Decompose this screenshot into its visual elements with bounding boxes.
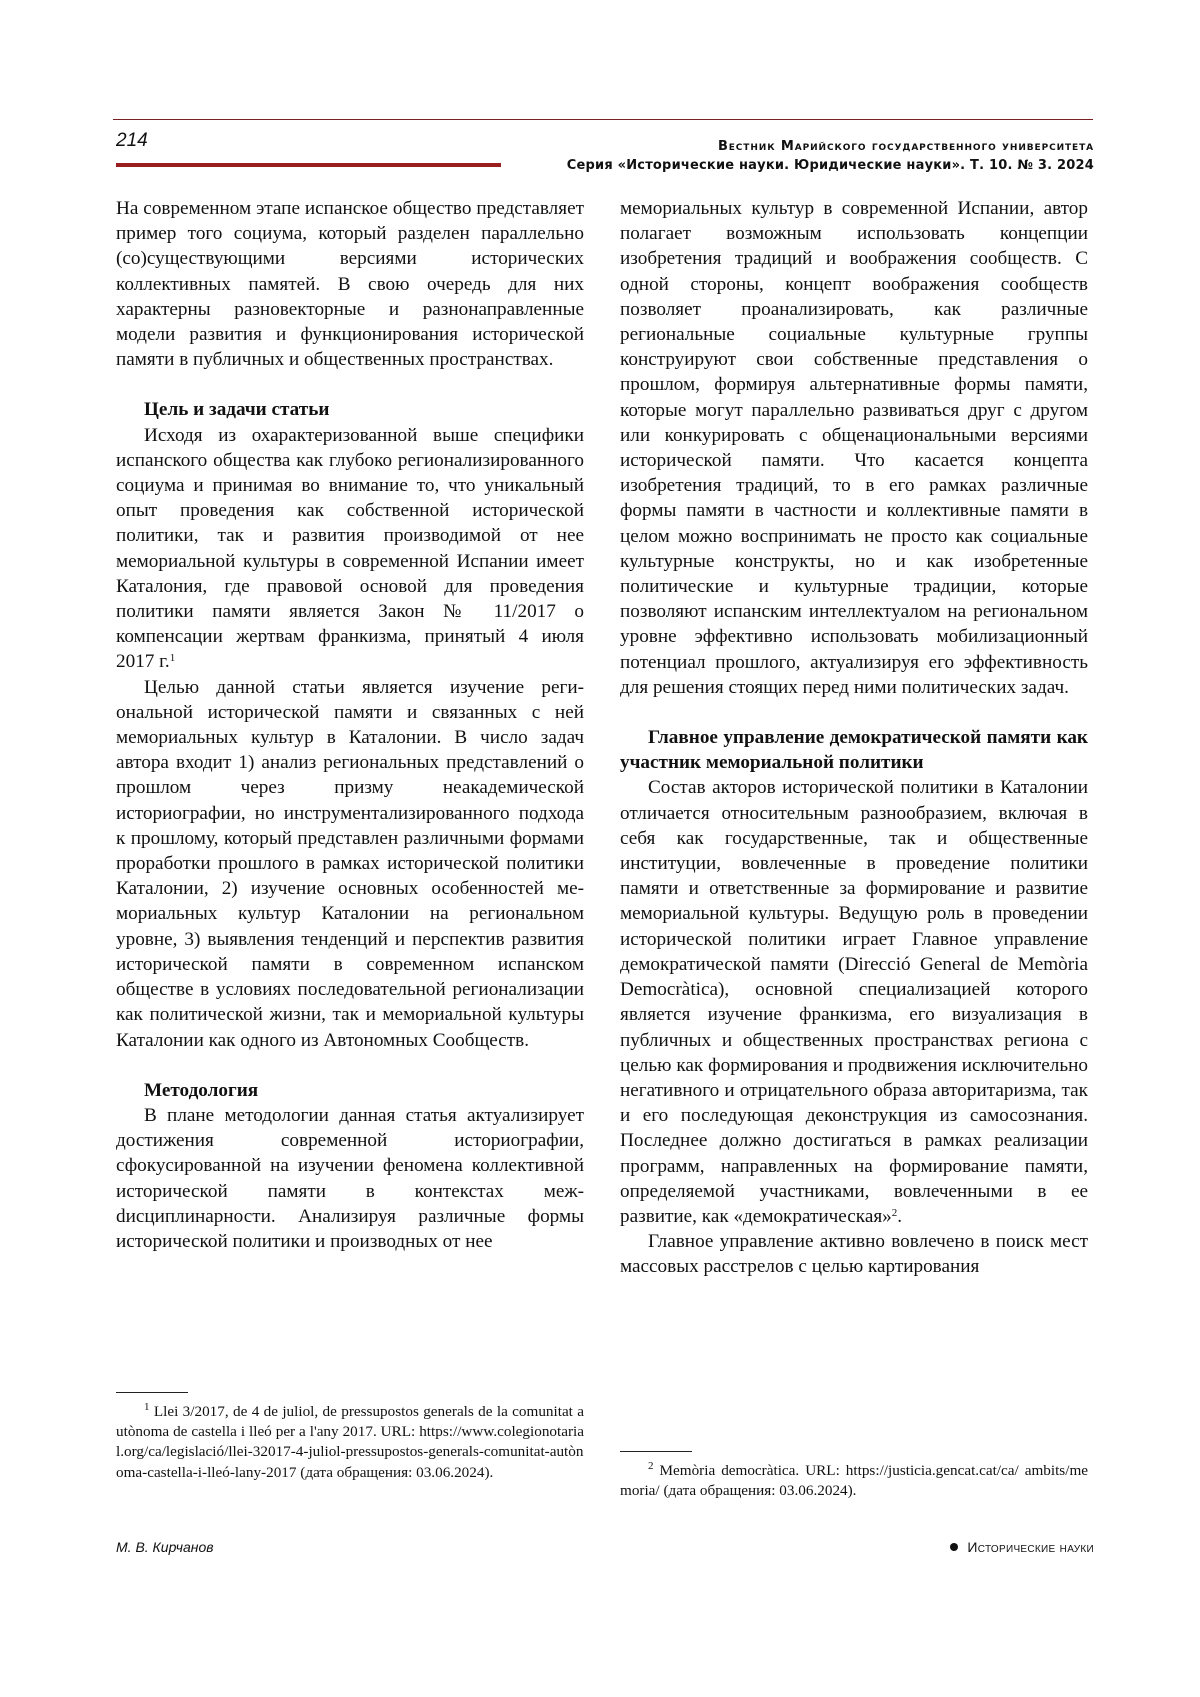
footnote-1-number: 1	[144, 1401, 150, 1413]
header-rule	[113, 119, 1093, 120]
right-column	[620, 196, 1088, 1280]
goal-heading: Цель и задачи статьи	[144, 399, 330, 421]
methodology-paragraph: В плане методологии данная статья актуализирует достижения современной историографии, сфокусированной на изучении феномена коллективной исторической памяти в контекстах межdисциплинарности. Анализируя различные формы исторической политики и производных от нее	[116, 1104, 584, 1252]
journal-series: Серия «Исторические науки. Юридические науки». Т. 10. № 3. 2024	[566, 158, 1094, 173]
footnote-1-body	[116, 1402, 584, 1483]
footnote-rule-left	[116, 1392, 188, 1393]
goal-paragraph-1-text: Исходя из охарактеризованной выше специфики испанского общества как глубоко регионализированного социума и принимая во внимание то, что уникальный опыт проведения как собственной исторической политики, так и развития производимой от нее мемориальной культуры в современной Испании имеет Каталония, где правовой основой для проведения политики памяти является Закон № 11/2017 о компенсации жертвам франкизма, принятый 4 июля 2017 г.	[116, 424, 584, 673]
goal-paragraph-2: Целью данной статьи является изучение региональной исторической памяти и связанных с ней мемориальных культур в Каталонии. В число задач автора входит 1) анализ региональных представлений о прошлом через призму неакадемической историографии, но инструментализированного подхода к прошлому, который представлен различными формами проработки прошлого в рамках исторической политики Каталонии, 2) изучение основных особенностей мемориальных культур Каталонии на региональном уровне, 3) выявления тенденций и перспектив развития исторической памяти в современном испанском обществе в условиях последовательной регионализации как политической жизни, так и мемориальной культуры Каталонии как одного из Автономных Сообществ.	[116, 676, 584, 1051]
goal-paragraph-1	[116, 423, 584, 675]
footnote-2-text[interactable]: Memòria democràtica. URL: https://justicia.gencat.cat/ca/ ambits/memoria/ (дата обращения: 03.06.2024).	[620, 1462, 1088, 1500]
bullet-icon	[950, 1543, 958, 1551]
directorate-paragraph-2: Главное управление активно вовлечено в поиск мест массовых расстрелов с целью картирования	[620, 1231, 1088, 1278]
continued-paragraph: мемориальных культур в современной Испании, автор полагает возможным использовать концепции изобретения традиций и воображения сообществ. С одной стороны, концепт воображения сообществ позволяет проанализировать, как различные региональные социальные культурные группы конструируют свои собственные представления о прошлом, формируя альтернативные формы памяти, которые могут параллельно развиваться друг с другом или конкурировать с общенациональными версиями исторической памяти. Что касается концепта изобретения традиций, то в его рамках различные формы памяти в частности и коллективные памяти в целом можно воспринимать не просто как социальные культурные конструкты, но и как изобретенные политические и культурные традиции, которые позволяют испанским интеллектуалом на региональном уровне эффективно использовать мобилизационный потенциал прошлого, актуализируя его эффективность для решения стоящих перед ними политических задач.	[620, 198, 1088, 698]
directorate-heading: Главное управление демократической памяти как участник мемориальной политики	[620, 727, 1088, 774]
left-column	[116, 196, 584, 1254]
directorate-paragraph-1	[620, 775, 1088, 1229]
footnote-ref-1[interactable]: 1	[169, 652, 176, 665]
directorate-paragraph-1-text: Состав акторов исторической политики в Каталонии отличается относительным разнообразием, включая в себя как государственные, так и общественные институции, вовлеченные в проведение политики памяти и ответственные за формирование и развитие мемориальной культуры. Ведущую роль в проведении исторической политики играет Главное управление демократической памяти (Direcció General de Memòria Democràtica), основной специализацией которого является изучение франкизма, его визуализация в публичных и общественных пространствах региона с целью как формирования и продвижения исключительно негативного и отрицательного образа авторитаризма, так и его последующая деконструкция из самосознания. Последнее должно достигаться в рамках реализации программ, направленных на формирование памяти, определяемой участниками, вовлеченными в ее развитие, как «демократическая»	[620, 777, 1088, 1227]
footnote-2	[620, 1461, 1088, 1501]
footnote-ref-2[interactable]: 2	[891, 1206, 898, 1219]
footnote-rule-right	[620, 1451, 692, 1452]
footnote-2-number: 2	[648, 1460, 654, 1472]
methodology-heading: Методология	[144, 1079, 259, 1101]
footnote-2-body	[620, 1461, 1088, 1501]
footer-author: М. В. Кирчанов	[116, 1539, 214, 1555]
series-accent-bar	[116, 163, 501, 167]
footer-section	[950, 1539, 1094, 1555]
page-number: 214	[116, 130, 148, 151]
footnote-1	[116, 1402, 584, 1483]
directorate-paragraph-1-end: .	[897, 1205, 903, 1227]
footnote-1-text[interactable]: Llei 3/2017, de 4 de juliol, de pressupostos generals de la comunitat autònoma de castella i lleó per a l'any 2017. URL: https://www.colegionotarial.org/ca/legislació/llei-32017-4-juliol-pressupostos-generals-comunitat-autònoma-castella-i-lleó-lany-2017 (дата обращения: 03.06.2024).	[116, 1403, 585, 1481]
journal-title: Вестник Марийского государственного университета	[717, 139, 1094, 154]
footer-section-label: Исторические науки	[967, 1539, 1094, 1555]
intro-paragraph: На современном этапе испанское общество представляет пример того социума, который разделен параллельно (со)существующими версиями исторических коллективных памятей. В свою очередь для них характерны разновекторные и разнонаправленные модели развития и функционирования исторической памяти в публичных и общественных пространствах.	[116, 198, 584, 371]
